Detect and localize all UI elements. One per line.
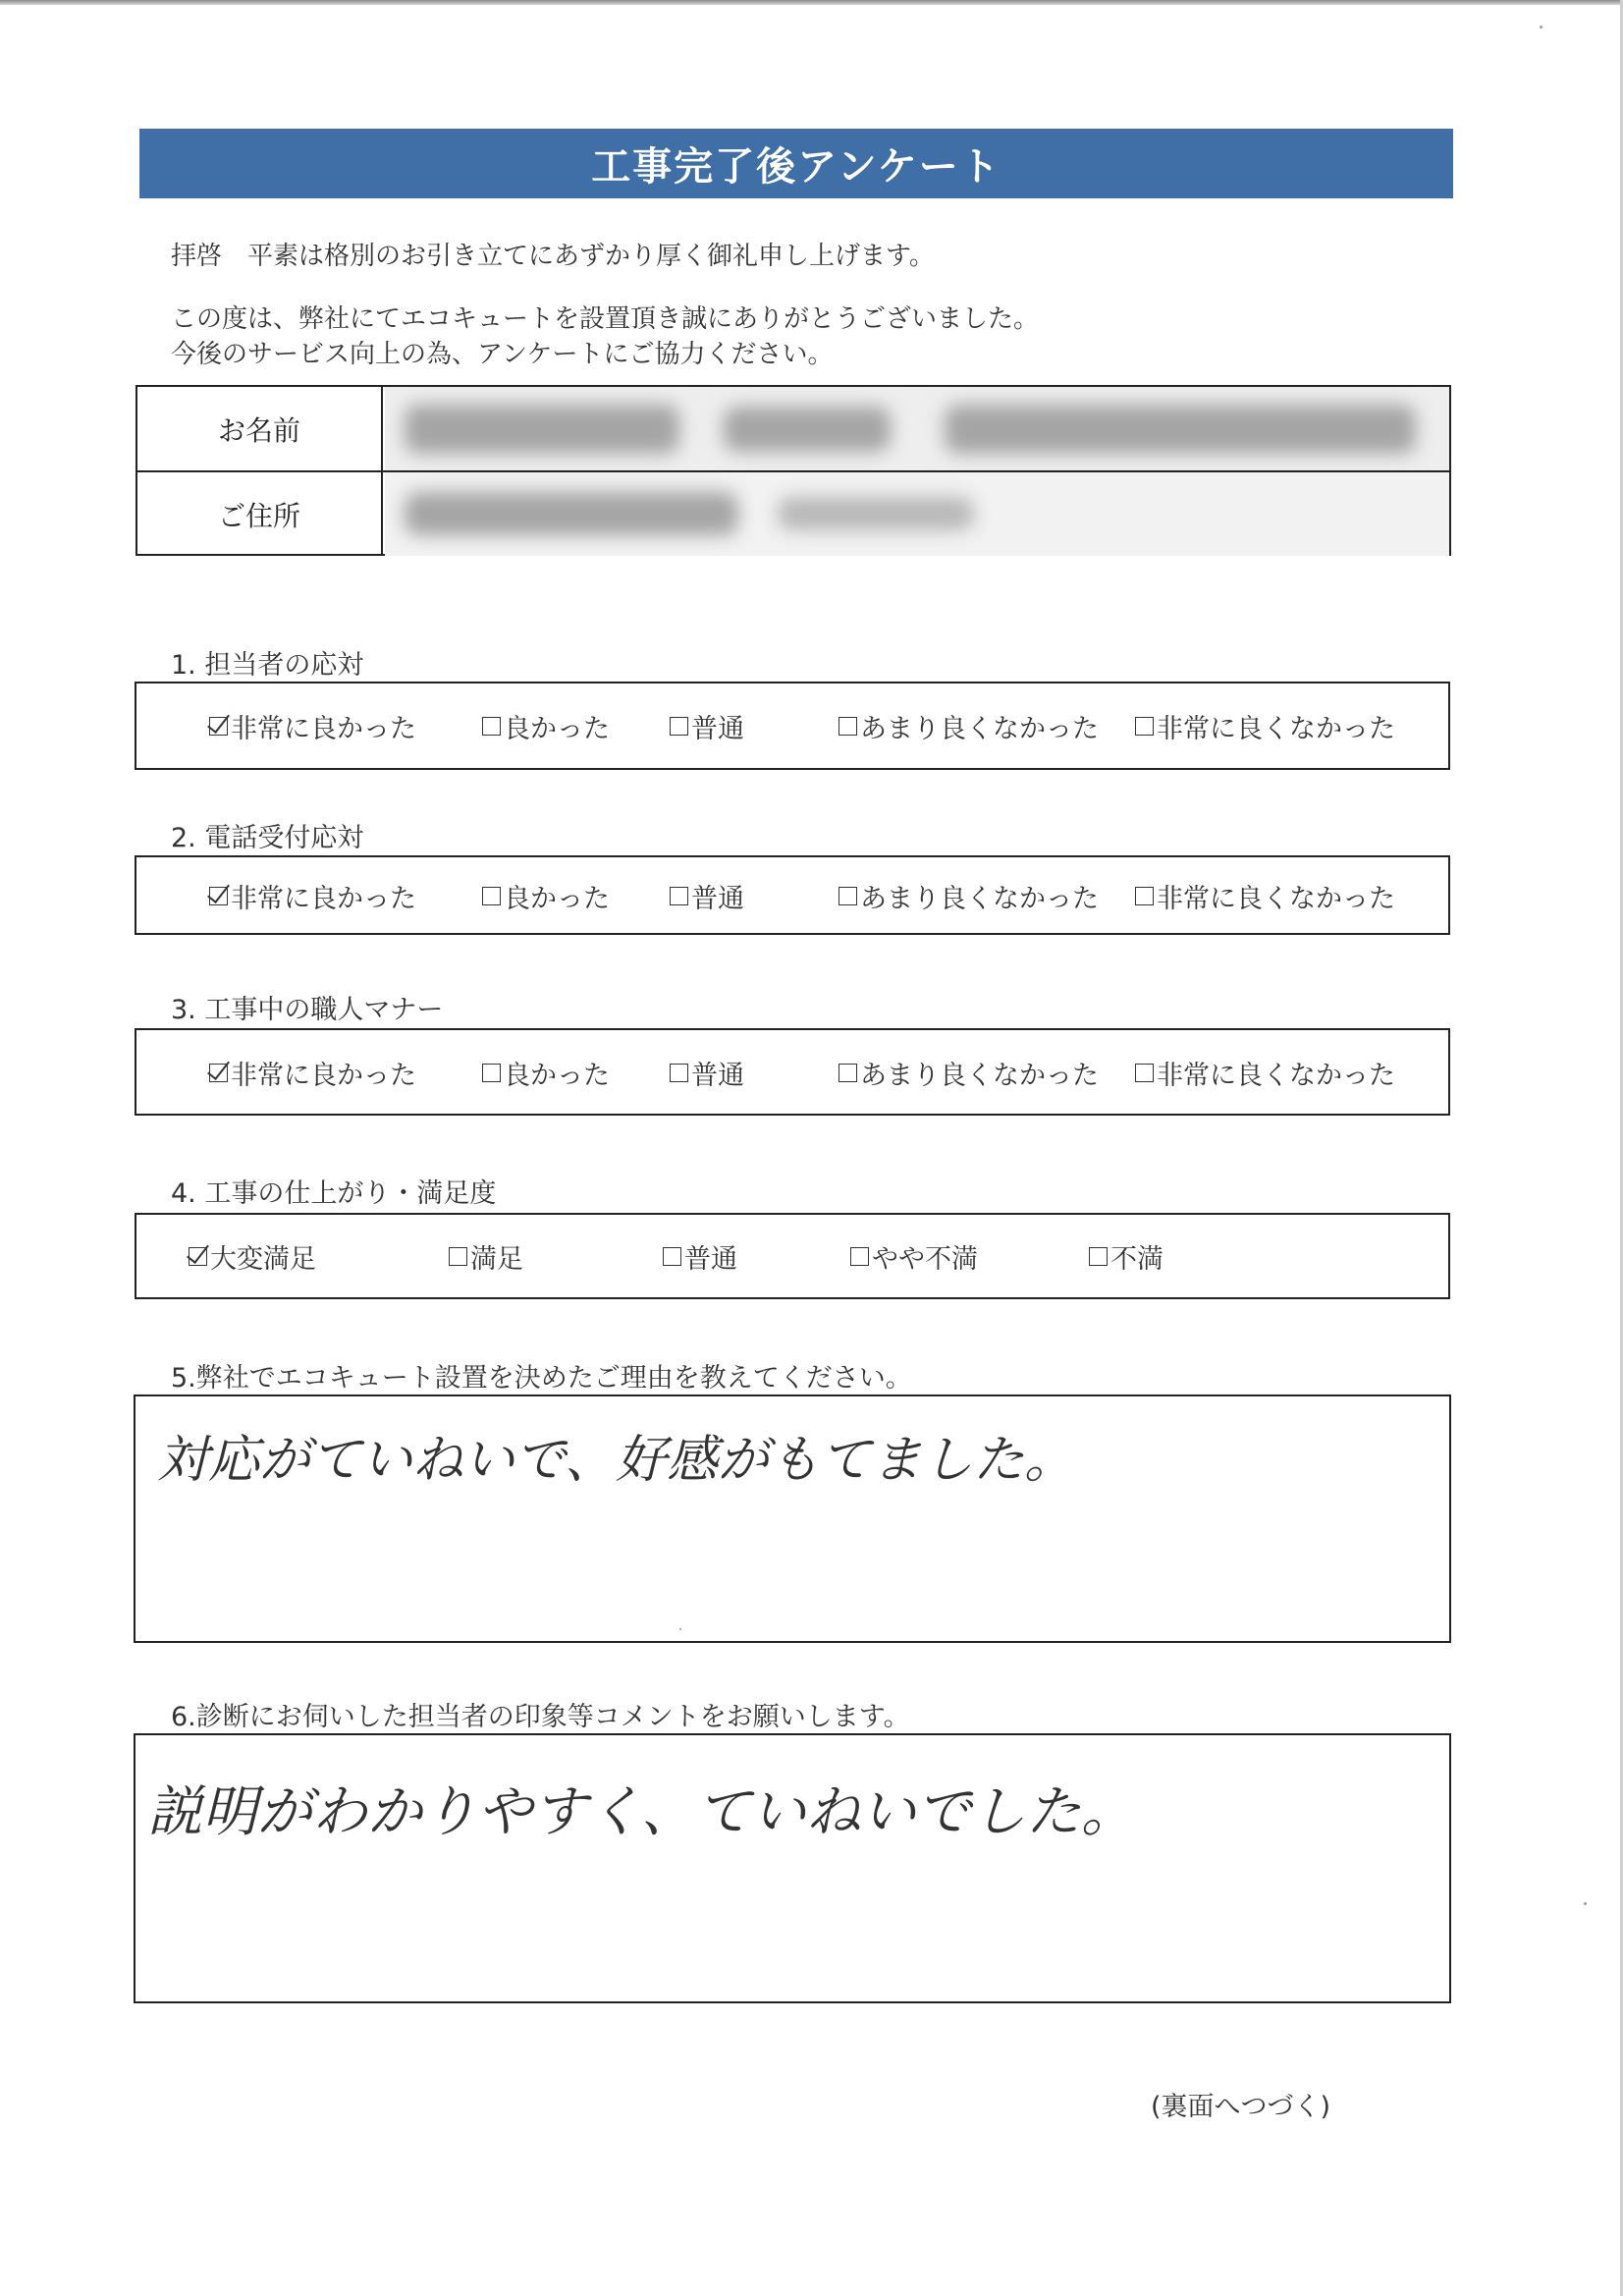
checkbox-icon[interactable] <box>839 717 857 736</box>
checkbox-icon[interactable] <box>670 1064 688 1082</box>
customer-info-table <box>135 385 1451 556</box>
question-6-handwritten-answer: 説明がわかりやすく、ていねいでした。 <box>147 1780 1136 1844</box>
question-1-label: 1. 担当者の応対 <box>171 650 364 681</box>
checkbox-icon[interactable] <box>1135 717 1154 736</box>
q4-option-5[interactable]: 不満 <box>1089 1237 1163 1276</box>
continued-note: (裏面へつづく) <box>1151 2092 1331 2122</box>
question-3-label: 3. 工事中の職人マナー <box>171 995 444 1025</box>
q3-option-5[interactable]: 非常に良くなかった <box>1135 1054 1395 1092</box>
q2-option-5[interactable]: 非常に良くなかった <box>1135 877 1395 915</box>
q2-option-2[interactable]: 良かった <box>482 877 610 915</box>
q4-option-2[interactable]: 満足 <box>449 1237 523 1276</box>
checkbox-icon[interactable] <box>839 887 857 905</box>
checkbox-icon[interactable] <box>449 1247 467 1266</box>
checkbox-icon[interactable] <box>1135 887 1154 905</box>
intro-request: 今後のサービス向上の為、アンケートにご協力ください。 <box>171 340 834 369</box>
q1-option-5[interactable]: 非常に良くなかった <box>1135 707 1395 745</box>
checkbox-icon[interactable] <box>850 1247 869 1266</box>
checked-checkbox-icon[interactable] <box>209 717 228 736</box>
checkbox-icon[interactable] <box>482 1064 501 1082</box>
checked-checkbox-icon[interactable] <box>189 1247 207 1266</box>
name-redacted <box>385 387 1449 470</box>
q4-option-3[interactable]: 普通 <box>663 1237 737 1276</box>
scan-speck <box>1540 26 1542 28</box>
checkbox-icon[interactable] <box>1135 1064 1154 1082</box>
name-label: お名前 <box>137 387 383 470</box>
q1-option-3[interactable]: 普通 <box>670 707 744 745</box>
checked-checkbox-icon[interactable] <box>209 887 228 905</box>
q2-option-4[interactable]: あまり良くなかった <box>839 877 1099 915</box>
checkbox-icon[interactable] <box>670 717 688 736</box>
question-1-options <box>135 682 1450 770</box>
scan-speck <box>1584 1902 1587 1905</box>
q4-option-1[interactable]: 大変満足 <box>189 1237 316 1276</box>
q3-option-3[interactable]: 普通 <box>670 1054 744 1092</box>
q1-option-4[interactable]: あまり良くなかった <box>839 707 1099 745</box>
checkbox-icon[interactable] <box>482 887 501 905</box>
intro-greeting: 拝啓 平素は格別のお引き立てにあずかり厚く御礼申し上げます。 <box>171 242 935 271</box>
address-row <box>137 472 1449 556</box>
address-redacted <box>385 472 1449 556</box>
q4-option-4[interactable]: やや不満 <box>850 1237 978 1276</box>
q3-option-4[interactable]: あまり良くなかった <box>839 1054 1099 1092</box>
q2-option-3[interactable]: 普通 <box>670 877 744 915</box>
checked-checkbox-icon[interactable] <box>209 1064 228 1082</box>
intro-thanks: この度は、弊社にてエコキュートを設置頂き誠にありがとうございました。 <box>171 304 1040 334</box>
question-6-answer-box[interactable] <box>134 1733 1451 2003</box>
question-5-handwritten-answer: 対応がていねいで、好感がもてました。 <box>157 1431 1075 1490</box>
question-6-label: 6.診断にお伺いした担当者の印象等コメントをお願いします。 <box>171 1702 910 1732</box>
checkbox-icon[interactable] <box>839 1064 857 1082</box>
question-2-options <box>135 855 1450 935</box>
q2-option-1[interactable]: 非常に良かった <box>209 877 416 915</box>
question-4-label: 4. 工事の仕上がり・満足度 <box>171 1178 497 1209</box>
question-3-options <box>135 1028 1450 1116</box>
name-row <box>137 387 1449 472</box>
q3-option-2[interactable]: 良かった <box>482 1054 610 1092</box>
question-5-answer-box[interactable] <box>134 1394 1451 1643</box>
checkbox-icon[interactable] <box>670 887 688 905</box>
checkbox-icon[interactable] <box>663 1247 681 1266</box>
survey-title: 工事完了後アンケート <box>139 129 1453 198</box>
scan-edge-top <box>0 0 1623 5</box>
address-label: ご住所 <box>137 472 383 556</box>
q3-option-1[interactable]: 非常に良かった <box>209 1054 416 1092</box>
q1-option-2[interactable]: 良かった <box>482 707 610 745</box>
checkbox-icon[interactable] <box>1089 1247 1108 1266</box>
checkbox-icon[interactable] <box>482 717 501 736</box>
question-4-options <box>135 1213 1450 1299</box>
question-5-label: 5.弊社でエコキュート設置を決めたご理由を教えてください。 <box>171 1363 912 1394</box>
question-2-label: 2. 電話受付応対 <box>171 823 364 853</box>
q1-option-1[interactable]: 非常に良かった <box>209 707 416 745</box>
